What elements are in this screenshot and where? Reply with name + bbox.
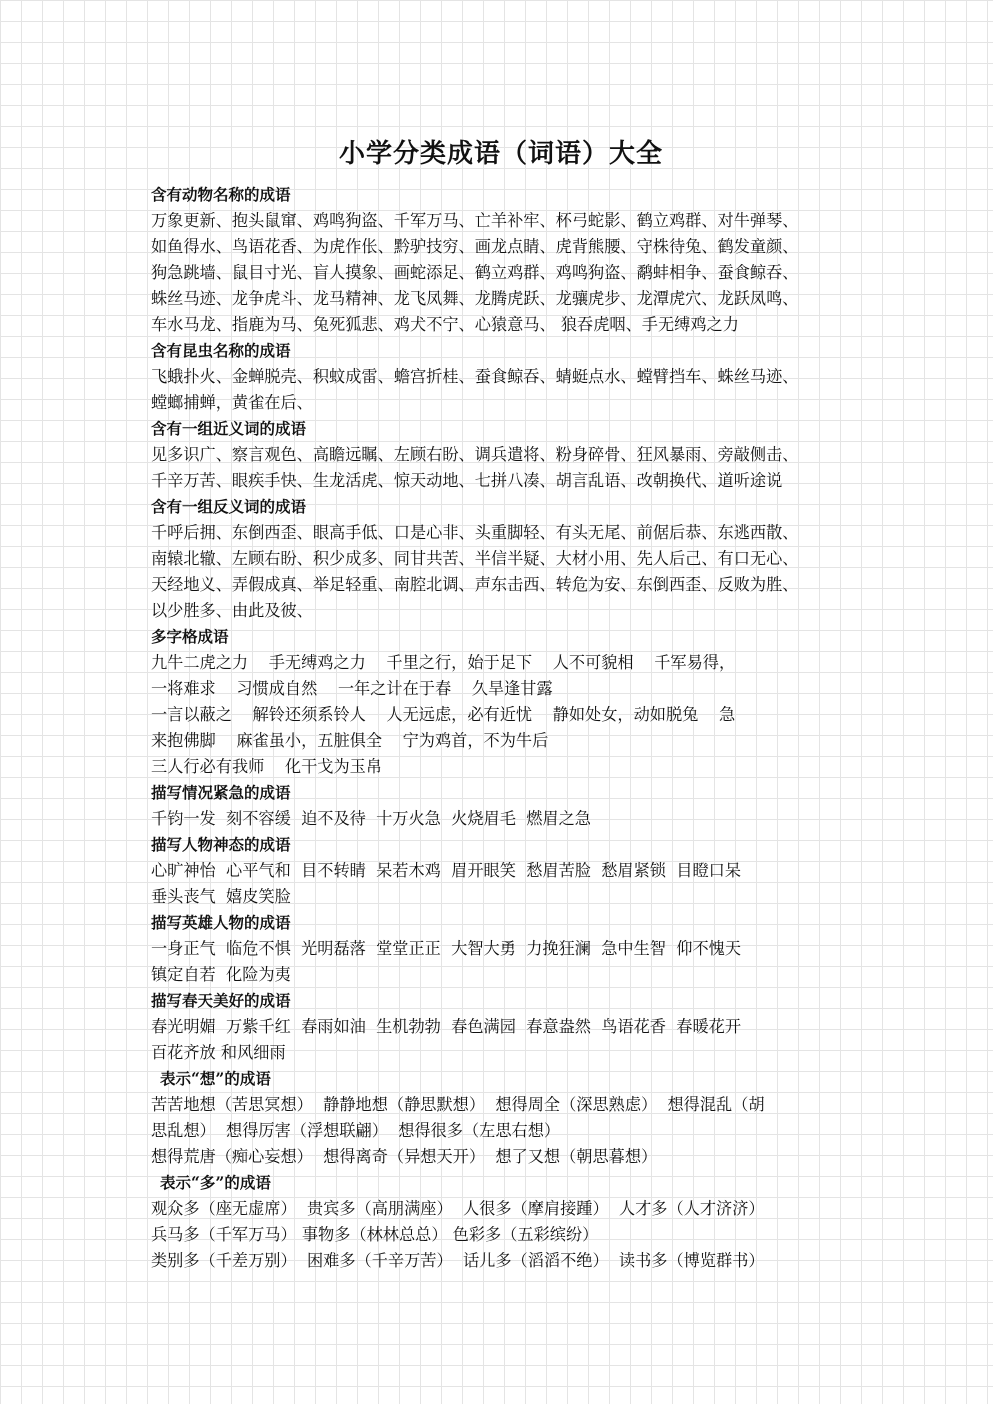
idiom-line: 想得荒唐（痴心妄想） 想得离奇（异想天开） 想了又想（朝思暮想）	[151, 1147, 658, 1166]
section-heading: 表示“多”的成语	[160, 1173, 271, 1192]
section	[151, 182, 851, 338]
document-page	[151, 134, 851, 1274]
idiom-line: 以少胜多、由此及彼、	[151, 601, 313, 620]
idiom-line: 飞蛾扑火、金蝉脱壳、积蚊成雷、蟾宫折桂、蚕食鲸吞、蜻蜓点水、螳臂挡车、蛛丝马迹、	[151, 367, 799, 386]
idiom-line: 车水马龙、指鹿为马、兔死狐悲、鸡犬不宁、心猿意马、 狼吞虎咽、手无缚鸡之力	[151, 315, 739, 334]
section-heading: 含有昆虫名称的成语	[151, 341, 291, 360]
section-heading: 描写春天美好的成语	[151, 991, 291, 1010]
idiom-line: 九牛二虎之力 手无缚鸡之力 千里之行，始于足下 人不可貌相 千军易得，	[151, 653, 736, 672]
idiom-line: 垂头丧气 嬉皮笑脸	[151, 887, 291, 906]
idiom-line: 百花齐放 和风细雨	[151, 1043, 286, 1062]
idiom-line: 南辕北辙、左顾右盼、积少成多、同甘共苦、半信半疑、大材小用、先人后己、有口无心、	[151, 549, 799, 568]
idiom-line: 苦苦地想（苦思冥想） 静静地想（静思默想） 想得周全（深思熟虑） 想得混乱（胡	[151, 1095, 765, 1114]
idiom-line: 螳螂捕蝉，黄雀在后、	[151, 393, 313, 412]
section	[151, 832, 851, 910]
idiom-line: 来抱佛脚 麻雀虽小，五脏俱全 宁为鸡首，不为牛后	[151, 731, 549, 750]
idiom-line: 见多识广、察言观色、高瞻远瞩、左顾右盼、调兵遣将、粉身碎骨、狂风暴雨、旁敲侧击、	[151, 445, 799, 464]
idiom-line: 蛛丝马迹、龙争虎斗、龙马精神、龙飞凤舞、龙腾虎跃、龙骧虎步、龙潭虎穴、龙跃凤鸣、	[151, 289, 799, 308]
idiom-line: 类别多（千差万别） 困难多（千辛万苦） 话儿多（滔滔不绝） 读书多（博览群书）	[151, 1251, 765, 1270]
idiom-line: 观众多（座无虚席） 贵宾多（高朋满座） 人很多（摩肩接踵） 人才多（人才济济）	[151, 1199, 765, 1218]
section	[151, 1170, 851, 1274]
section	[151, 780, 851, 832]
idiom-line: 万象更新、抱头鼠窜、鸡鸣狗盗、千军万马、亡羊补牢、杯弓蛇影、鹤立鸡群、对牛弹琴、	[151, 211, 799, 230]
idiom-line: 天经地义、弄假成真、举足轻重、南腔北调、声东击西、转危为安、东倒西歪、反败为胜、	[151, 575, 799, 594]
page-title: 小学分类成语（词语）大全	[338, 139, 663, 169]
section	[151, 416, 851, 494]
section-heading: 多字格成语	[151, 627, 229, 646]
idiom-line: 思乱想） 想得厉害（浮想联翩） 想得很多（左思右想）	[151, 1121, 561, 1140]
idiom-line: 千钧一发 刻不容缓 迫不及待 十万火急 火烧眉毛 燃眉之急	[151, 809, 591, 828]
section-heading: 含有动物名称的成语	[151, 185, 291, 204]
section	[151, 910, 851, 988]
idiom-line: 千呼后拥、东倒西歪、眼高手低、口是心非、头重脚轻、有头无尾、前倨后恭、东逃西散、	[151, 523, 799, 542]
idiom-line: 三人行必有我师 化干戈为玉帛	[151, 757, 383, 776]
section-heading: 含有一组反义词的成语	[151, 497, 307, 516]
idiom-line: 镇定自若 化险为夷	[151, 965, 291, 984]
idiom-line: 一身正气 临危不惧 光明磊落 堂堂正正 大智大勇 力挽狂澜 急中生智 仰不愧天	[151, 939, 742, 958]
idiom-line: 兵马多（千军万马） 事物多（林林总总） 色彩多（五彩缤纷）	[151, 1225, 599, 1244]
section-heading: 描写情况紧急的成语	[151, 783, 291, 802]
section-heading: 描写英雄人物的成语	[151, 913, 291, 932]
section	[151, 338, 851, 416]
idiom-line: 春光明媚 万紫千红 春雨如油 生机勃勃 春色满园 春意盎然 鸟语花香 春暖花开	[151, 1017, 742, 1036]
section-heading: 描写人物神态的成语	[151, 835, 291, 854]
section	[151, 494, 851, 624]
idiom-line: 心旷神怡 心平气和 目不转睛 呆若木鸡 眉开眼笑 愁眉苦脸 愁眉紧锁 目瞪口呆	[151, 861, 742, 880]
sections-container	[151, 182, 851, 1274]
section	[151, 1066, 851, 1170]
idiom-line: 如鱼得水、鸟语花香、为虎作伥、黔驴技穷、画龙点睛、虎背熊腰、守株待兔、鹤发童颜、	[151, 237, 799, 256]
idiom-line: 一将难求 习惯成自然 一年之计在于春 久旱逢甘露	[151, 679, 553, 698]
section-heading: 含有一组近义词的成语	[151, 419, 307, 438]
section-heading: 表示“想”的成语	[160, 1069, 271, 1088]
idiom-line: 千辛万苦、眼疾手快、生龙活虎、惊天动地、七拼八凑、胡言乱语、改朝换代、道听途说	[151, 471, 783, 490]
idiom-line: 一言以蔽之 解铃还须系铃人 人无远虑，必有近忧 静如处女，动如脱兔 急	[151, 705, 736, 724]
idiom-line: 狗急跳墙、鼠目寸光、盲人摸象、画蛇添足、鹤立鸡群、鸡鸣狗盗、鹬蚌相争、蚕食鲸吞、	[151, 263, 799, 282]
section	[151, 988, 851, 1066]
section	[151, 624, 851, 780]
